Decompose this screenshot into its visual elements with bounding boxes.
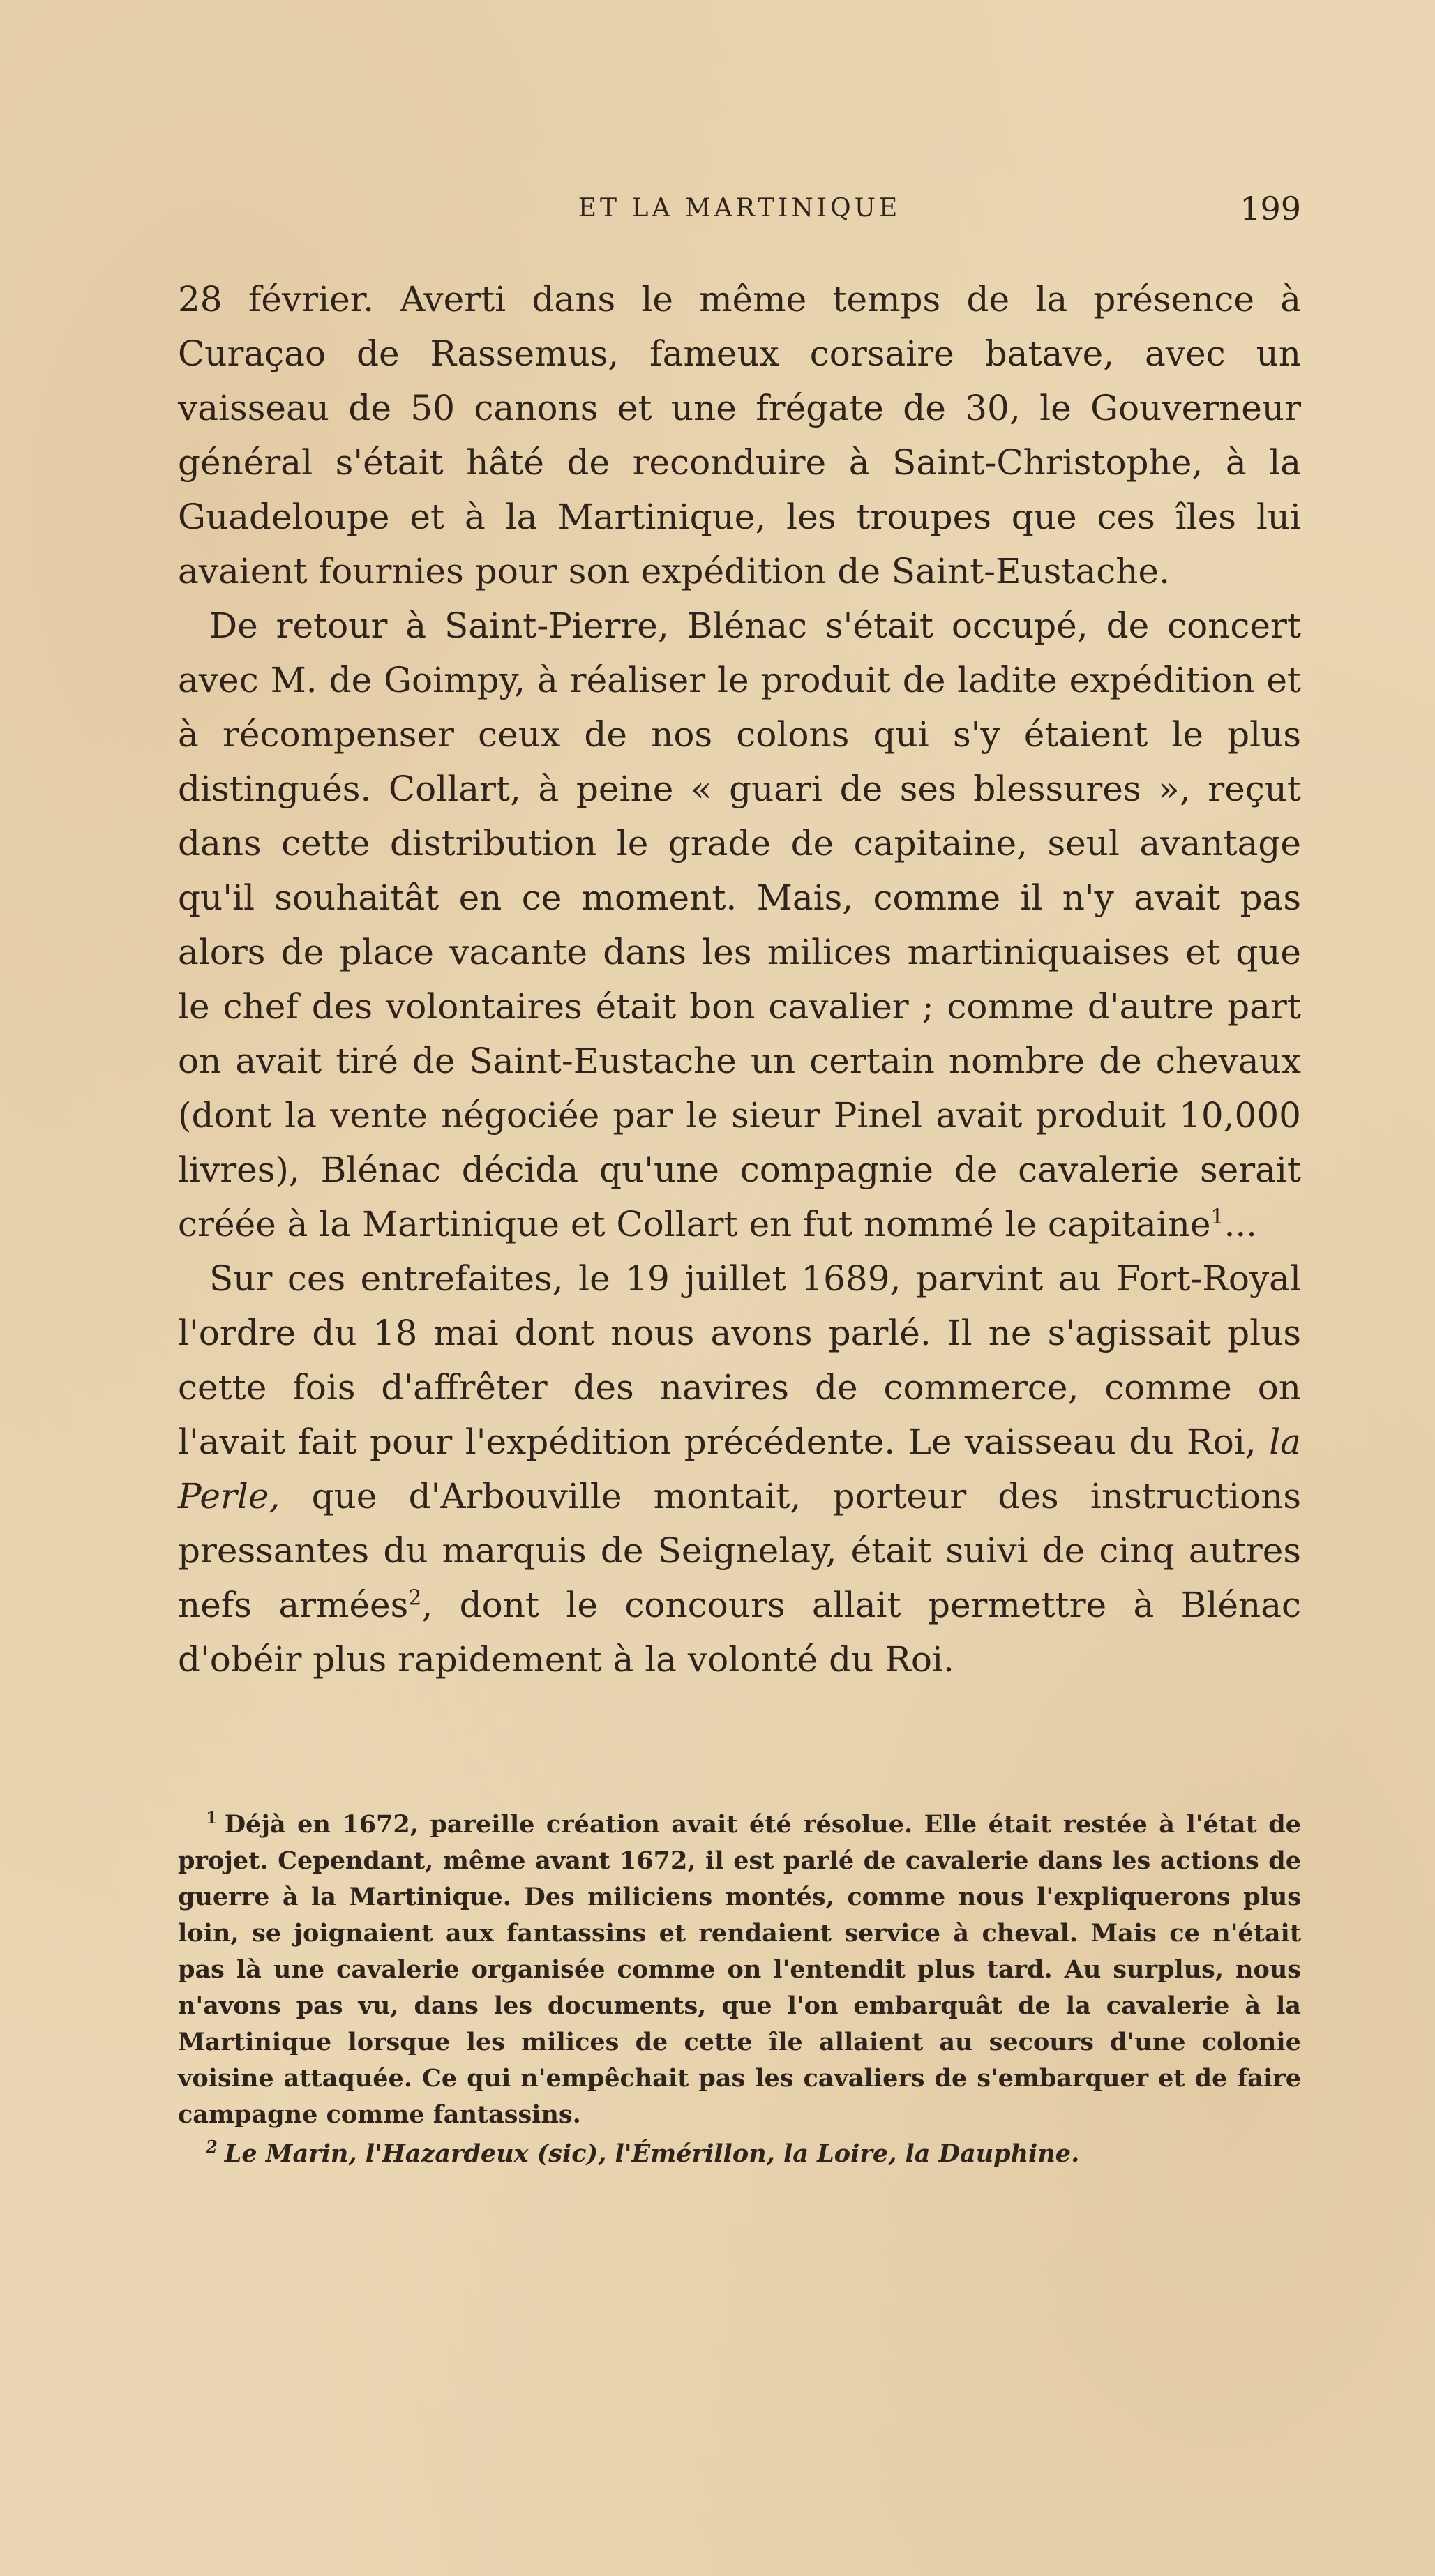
paragraph-3-text-b: que d'Arbouville montait, porteur des instructions pressantes du marquis de Seignelay, était suivi de cinq autres nefs armées: [178, 1476, 1301, 1625]
running-head: [178, 187, 1301, 229]
body-text: [178, 272, 1301, 1687]
paragraph-2: [178, 598, 1301, 1251]
paragraph-2-text: De retour à Saint-Pierre, Blénac s'était occupé, de concert avec M. de Goimpy, à réaliser le produit de ladite expédition et à récompenser ceux de nos colons qui s'y étaient le plus distingués. Collart, à peine « guari de ses blessures », reçut dans cette distribution le grade de capitaine, seul avantage qu'il souhaitât en ce moment. Mais, comme il n'y avait pas alors de place vacante dans les milices martiniquaises et que le chef des volontaires était bon cavalier ; comme d'autre part on avait tiré de Saint-Eustache un certain nombre de chevaux (dont la vente négociée par le sieur Pinel avait produit 10,000 livres), Blénac décida qu'une compagnie de cavalerie serait créée à la Martinique et Collart en fut nommé le capitaine: [178, 605, 1301, 1244]
paragraph-3-text-c: , dont le concours allait permettre à Blénac d'obéir plus rapidement à la volonté du Roi.: [178, 1585, 1302, 1680]
ship-name-la-perle: la Perle,: [178, 1422, 1301, 1516]
footnote-ref-1: 1: [1210, 1205, 1224, 1230]
footnote-1: [178, 1807, 1301, 2133]
footnote-1-mark: 1: [206, 1807, 218, 1828]
paragraph-2-ellipsis: ...: [1224, 1204, 1258, 1244]
footnotes: [178, 1807, 1301, 2175]
paragraph-3: [178, 1251, 1301, 1687]
footnote-2-mark: 2: [206, 2137, 218, 2157]
footnote-ref-2: 2: [408, 1585, 422, 1611]
footnote-2: [178, 2136, 1301, 2172]
paragraph-3-text-a: Sur ces entrefaites, le 19 juillet 1689, parvint au Fort-Royal l'ordre du 18 mai dont nous avons parlé. Il ne s'agissait plus cette fois d'affrêter des navires de commerce, comme on l'avait fait pour l'expédition précédente. Le vaisseau du Roi,: [178, 1258, 1301, 1462]
footnote-2-text: Le Marin, l'Hazardeux (sic), l'Émérillon, la Loire, la Dauphine.: [224, 2139, 1080, 2168]
paragraph-1: [178, 272, 1301, 598]
paragraph-1-text: 28 février. Averti dans le même temps de la présence à Curaçao de Rassemus, fameux corsaire batave, avec un vaisseau de 50 canons et une frégate de 30, le Gouverneur général s'était hâté de reconduire à Saint-Christophe, à la Guadeloupe et à la Martinique, les troupes que ces îles lui avaient fournies pour son expédition de Saint-Eustache.: [178, 279, 1301, 592]
page-number: 199: [1240, 190, 1301, 227]
footnote-1-text: Déjà en 1672, pareille création avait été résolue. Elle était restée à l'état de projet. Cependant, même avant 1672, il est parlé de cavalerie dans les actions de guerre à la Martinique. Des miliciens montés, comme nous l'expliquerons plus loin, se joignaient aux fantassins et rendaient service à cheval. Mais ce n'était pas là une cavalerie organisée comme on l'entendit plus tard. Au surplus, nous n'avons pas vu, dans les documents, que l'on embarquât de la cavalerie à la Martinique lorsque les milices de cette île allaient au secours d'une colonie voisine attaquée. Ce qui n'empêchait pas les cavaliers de s'embarquer et de faire campagne comme fantassins.: [178, 1810, 1301, 2129]
running-title: ET LA MARTINIQUE: [578, 194, 901, 223]
